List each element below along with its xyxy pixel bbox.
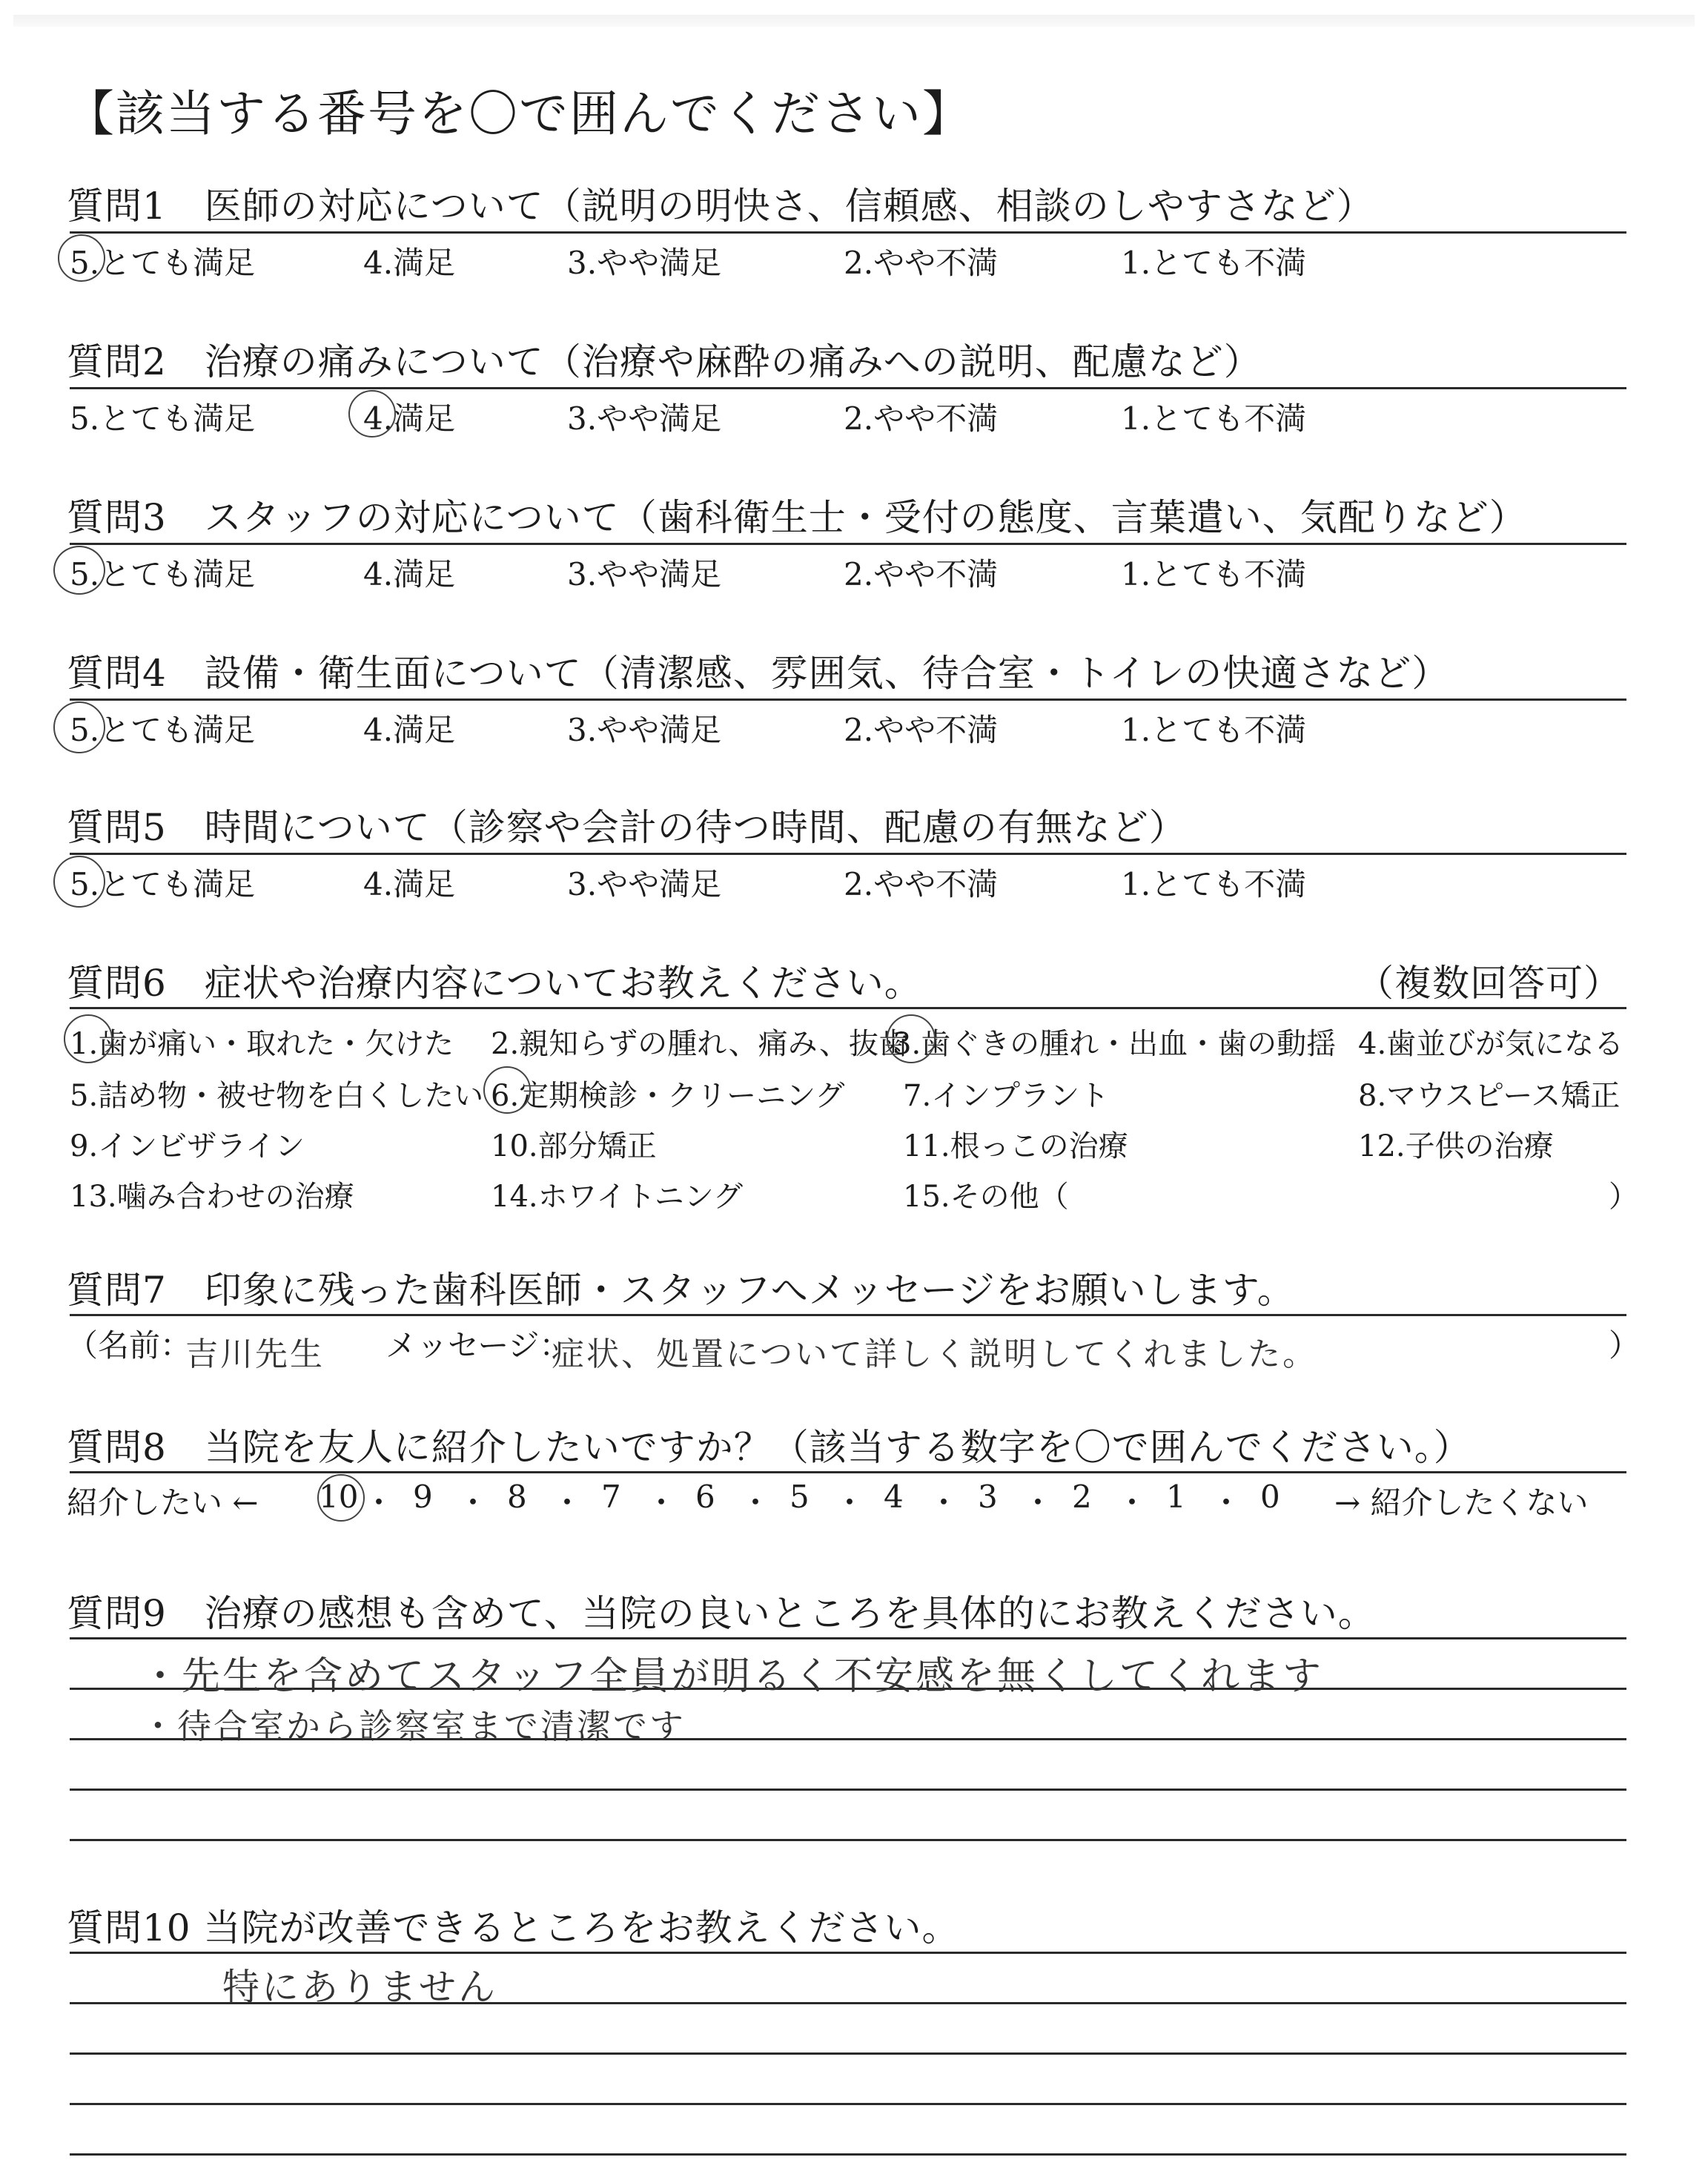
q10-rule-5	[70, 2153, 1626, 2156]
q3-option-3[interactable]: 3.やや満足	[567, 556, 722, 592]
q8-scale-separator: ・	[1022, 1484, 1054, 1521]
q5-rule	[70, 853, 1626, 855]
q8-scale-option-6[interactable]: 6	[695, 1479, 715, 1515]
q1-title: 質問1 医師の対応について（説明の明快さ、信頼感、相談のしやすさなど）	[67, 185, 1374, 228]
q2-option-2[interactable]: 2.やや不満	[844, 400, 999, 437]
q8-scale-separator: ・	[1116, 1484, 1148, 1521]
q3-option-4[interactable]: 4.満足	[363, 556, 456, 592]
q9-title: 質問9 治療の感想も含めて、当院の良いところを具体的にお教えください。	[67, 1592, 1376, 1635]
q2-rule	[70, 387, 1626, 389]
q7-rule	[70, 1314, 1626, 1316]
q1-option-4[interactable]: 4.満足	[363, 245, 456, 281]
q8-scale-separator: ・	[552, 1484, 583, 1521]
q6-rule	[70, 1007, 1626, 1009]
q10-title: 質問10 当院が改善できるところをお教えください。	[67, 1906, 960, 1949]
q3-rule	[70, 543, 1626, 545]
q6-option-15-close-paren: ）	[1609, 1180, 1638, 1214]
q8-scale-option-4[interactable]: 4	[884, 1479, 904, 1515]
q8-scale-option-1[interactable]: 1	[1166, 1479, 1186, 1515]
q5-title: 質問5 時間について（診察や会計の待つ時間、配慮の有無など）	[67, 806, 1187, 849]
q8-scale-option-8[interactable]: 8	[507, 1479, 527, 1515]
q9-rule-5	[70, 1839, 1626, 1841]
q3-option-2[interactable]: 2.やや不満	[844, 556, 999, 592]
q6-option-3[interactable]: 3.歯ぐきの腫れ・出血・歯の動揺	[893, 1027, 1337, 1061]
form-instruction-title: 【該当する番号を〇で囲んでください】	[65, 85, 973, 142]
q4-title: 質問4 設備・衛生面について（清潔感、雰囲気、待合室・トイレの快適さなど）	[67, 652, 1450, 695]
q3-title: 質問3 スタッフの対応について（歯科衛生士・受付の態度、言葉遣い、気配りなど）	[67, 496, 1527, 539]
q8-rule	[70, 1471, 1626, 1473]
q6-option-12[interactable]: 12.子供の治療	[1358, 1129, 1554, 1163]
q4-rule	[70, 698, 1626, 701]
q6-option-11[interactable]: 11.根っこの治療	[903, 1129, 1128, 1163]
q6-option-5[interactable]: 5.詰め物・被せ物を白くしたい	[70, 1079, 484, 1113]
q8-left-label: 紹介したい ←	[67, 1484, 259, 1521]
q8-scale-option-0[interactable]: 0	[1260, 1479, 1280, 1515]
q1-option-3[interactable]: 3.やや満足	[567, 245, 722, 281]
q8-scale-option-7[interactable]: 7	[601, 1479, 621, 1515]
q6-option-10[interactable]: 10.部分矯正	[491, 1129, 657, 1163]
q10-answer-handwritten[interactable]: 特にありません	[222, 1966, 497, 2009]
q2-title: 質問2 治療の痛みについて（治療や麻酔の痛みへの説明、配慮など）	[67, 340, 1262, 383]
q6-option-4[interactable]: 4.歯並びが気になる	[1358, 1027, 1624, 1061]
q7-close-paren: ）	[1609, 1327, 1641, 1364]
q4-option-4[interactable]: 4.満足	[363, 712, 456, 748]
q7-name-label: （名前：	[67, 1327, 192, 1364]
q8-scale-option-2[interactable]: 2	[1072, 1479, 1092, 1515]
q6-option-13[interactable]: 13.噛み合わせの治療	[70, 1180, 354, 1214]
q8-scale-separator: ・	[740, 1484, 772, 1521]
q9-answer-line-2[interactable]: ・待合室から診察室まで清潔です	[141, 1706, 686, 1746]
q1-option-5[interactable]: 5.とても満足	[70, 245, 256, 281]
q1-option-1[interactable]: 1.とても不満	[1121, 245, 1307, 281]
q5-option-5[interactable]: 5.とても満足	[70, 866, 256, 902]
q6-option-8[interactable]: 8.マウスピース矯正	[1358, 1079, 1621, 1113]
q2-option-5[interactable]: 5.とても満足	[70, 400, 256, 437]
q2-option-4[interactable]: 4.満足	[363, 400, 456, 437]
q8-scale-option-9[interactable]: 9	[413, 1479, 433, 1515]
q6-option-15[interactable]: 15.その他（	[903, 1180, 1069, 1214]
q8-scale-option-3[interactable]: 3	[978, 1479, 998, 1515]
q7-message-label: メッセージ：	[385, 1327, 571, 1364]
q6-title: 質問6 症状や治療内容についてお教えください。	[67, 962, 922, 1005]
q6-option-1[interactable]: 1.歯が痛い・取れた・欠けた	[70, 1027, 454, 1061]
q8-scale-option-10[interactable]: 10	[319, 1479, 359, 1515]
q6-option-14[interactable]: 14.ホワイトニング	[491, 1180, 744, 1214]
q2-option-1[interactable]: 1.とても不満	[1121, 400, 1307, 437]
q8-scale-separator: ・	[457, 1484, 489, 1521]
q6-option-9[interactable]: 9.インビザライン	[70, 1129, 305, 1163]
q4-option-2[interactable]: 2.やや不満	[844, 712, 999, 748]
q8-title: 質問8 当院を友人に紹介したいですか？（該当する数字を〇で囲んでください。）	[67, 1426, 1472, 1469]
q8-right-label: → 紹介したくない	[1334, 1484, 1589, 1521]
q7-name-handwritten[interactable]: 吉川先生	[185, 1335, 325, 1373]
q4-option-1[interactable]: 1.とても不満	[1121, 712, 1307, 748]
scan-edge	[13, 15, 1695, 27]
q2-option-3[interactable]: 3.やや満足	[567, 400, 722, 437]
q9-rule-4	[70, 1789, 1626, 1791]
q9-answer-line-1[interactable]: ・先生を含めてスタッフ全員が明るく不安感を無くしてくれます	[141, 1654, 1324, 1699]
q10-rule-1	[70, 1952, 1626, 1954]
q1-option-2[interactable]: 2.やや不満	[844, 245, 999, 281]
q8-scale-separator: ・	[646, 1484, 678, 1521]
q4-option-5[interactable]: 5.とても満足	[70, 712, 256, 748]
q7-title: 質問7 印象に残った歯科医師・スタッフへメッセージをお願いします。	[67, 1269, 1295, 1312]
q3-option-1[interactable]: 1.とても不満	[1121, 556, 1307, 592]
q8-scale-separator: ・	[928, 1484, 960, 1521]
q6-option-6[interactable]: 6.定期検診・クリーニング	[491, 1079, 845, 1113]
q8-scale-option-5[interactable]: 5	[790, 1479, 810, 1515]
q4-option-3[interactable]: 3.やや満足	[567, 712, 722, 748]
q5-option-3[interactable]: 3.やや満足	[567, 866, 722, 902]
q9-rule-1	[70, 1637, 1626, 1639]
q8-scale-separator: ・	[834, 1484, 866, 1521]
q3-option-5[interactable]: 5.とても満足	[70, 556, 256, 592]
q8-scale-separator: ・	[363, 1484, 395, 1521]
q5-option-1[interactable]: 1.とても不満	[1121, 866, 1307, 902]
q5-option-4[interactable]: 4.満足	[363, 866, 456, 902]
q6-multiple-answers-note: （複数回答可）	[1357, 962, 1621, 1005]
q7-message-handwritten[interactable]: 症状、処置について詳しく説明してくれました。	[552, 1335, 1318, 1373]
q8-scale-separator: ・	[1211, 1484, 1242, 1521]
q6-option-7[interactable]: 7.インプラント	[903, 1079, 1110, 1113]
q5-option-2[interactable]: 2.やや不満	[844, 866, 999, 902]
q10-rule-3	[70, 2052, 1626, 2055]
q1-rule	[70, 231, 1626, 234]
q10-rule-4	[70, 2103, 1626, 2105]
q6-option-2[interactable]: 2.親知らずの腫れ、痛み、抜歯	[491, 1027, 908, 1061]
